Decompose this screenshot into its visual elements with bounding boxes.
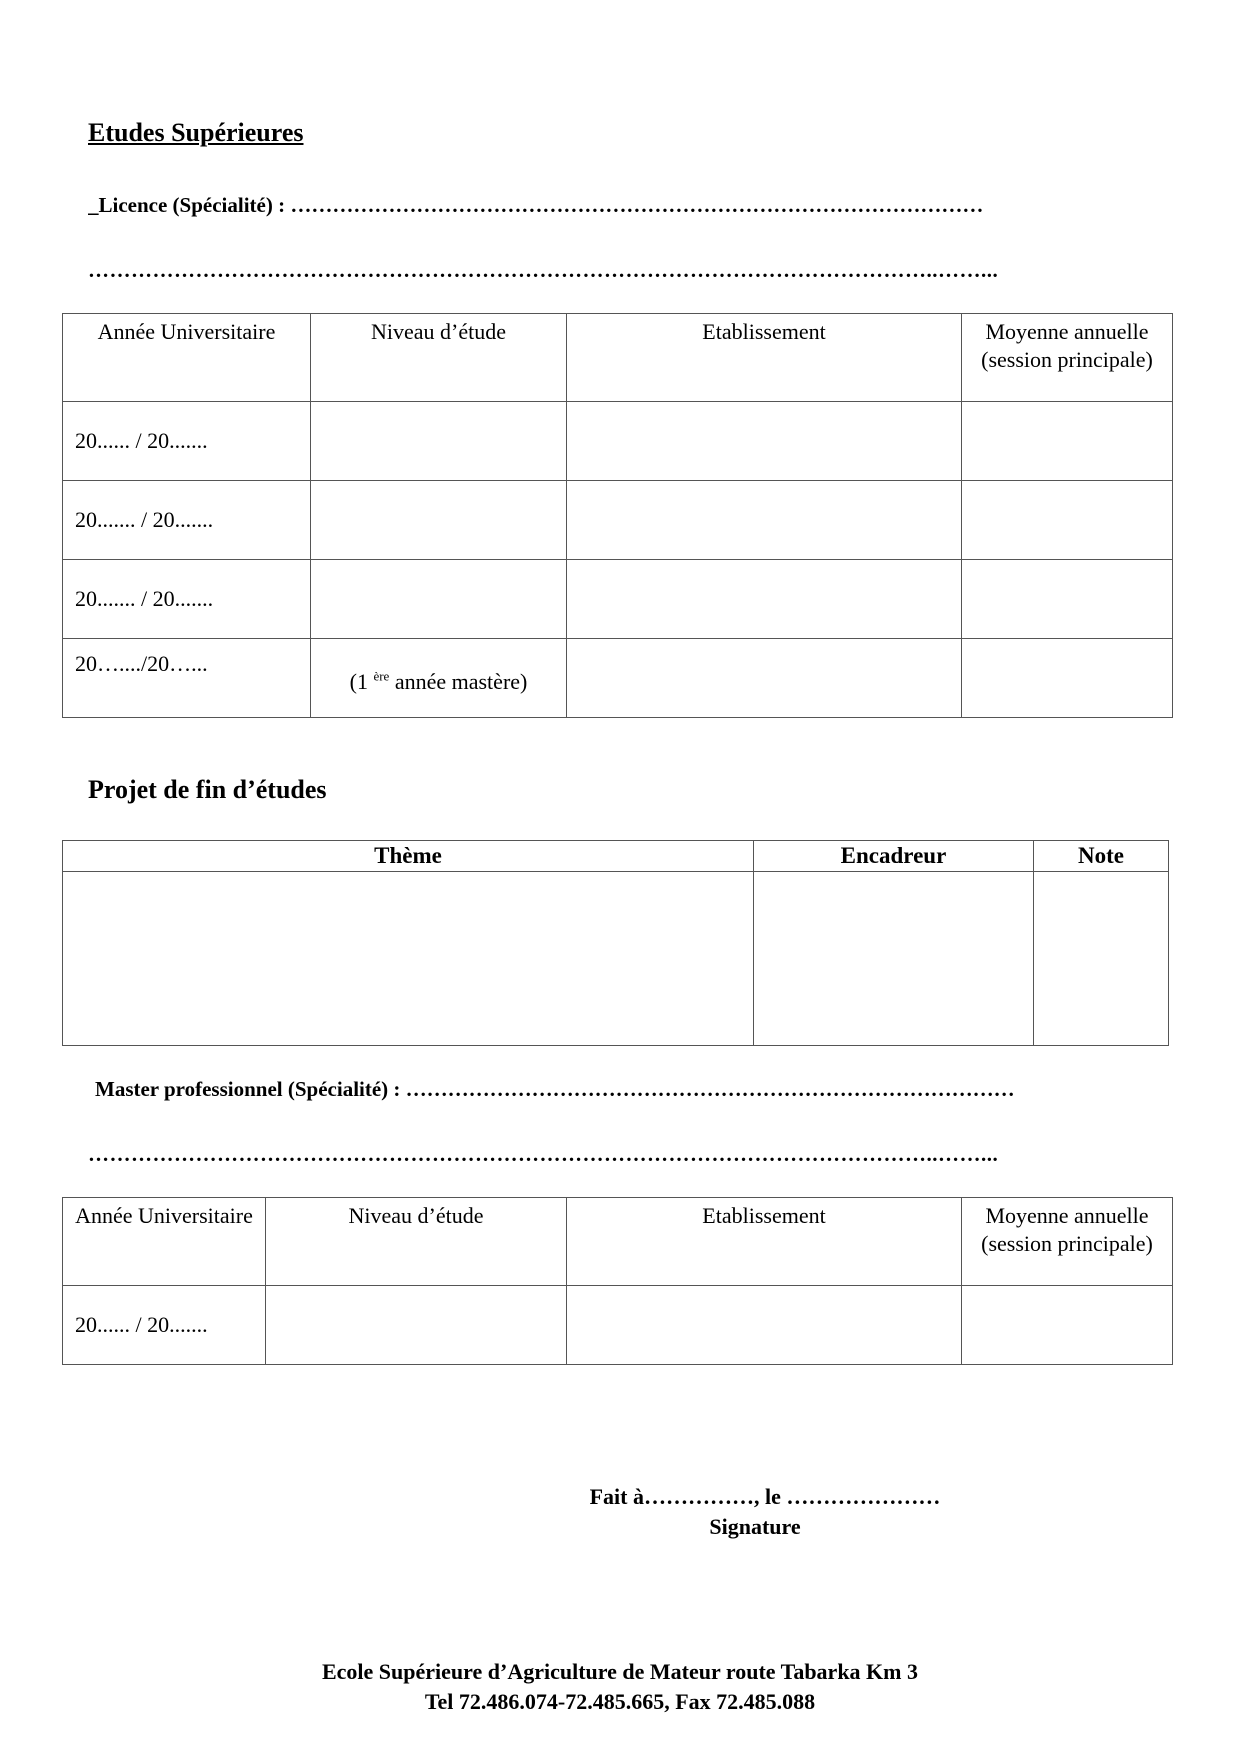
year-cell[interactable]: 20...... / 20....... [63, 402, 311, 481]
table-row [63, 402, 1173, 481]
niveau-text: (1 $^{ère}$ année mastère) [349, 668, 528, 694]
licence-specialite-field[interactable]: _Licence (Spécialité) : ……………………………………………………………………………………… [88, 193, 984, 217]
table-header-row [63, 1198, 1173, 1286]
table-row [63, 481, 1173, 560]
etablissement-cell[interactable] [567, 639, 962, 718]
table-row [63, 639, 1173, 718]
etablissement-cell[interactable] [567, 560, 962, 639]
master-specialite-field[interactable]: Master professionnel (Spécialité) : …………………………………………………………………………… [95, 1077, 1015, 1101]
etablissement-cell[interactable] [567, 402, 962, 481]
header-note: Note [1034, 841, 1169, 872]
signature-block [500, 1482, 1030, 1542]
table-row [63, 1286, 1173, 1365]
licence-table [62, 313, 1173, 718]
footer [0, 1657, 1240, 1717]
etablissement-cell[interactable] [567, 1286, 962, 1365]
master-dots-line[interactable]: ………………………………………………………………………………………………………..……... [88, 1142, 999, 1166]
header-etablissement: Etablissement [567, 1198, 962, 1286]
header-moyenne: Moyenne annuelle (session principale) [962, 314, 1173, 402]
footer-contact: Tel 72.486.074-72.485.665, Fax 72.485.088 [424, 1689, 816, 1714]
moyenne-cell[interactable] [962, 1286, 1173, 1365]
etablissement-cell[interactable] [567, 481, 962, 560]
niveau-cell[interactable] [266, 1286, 567, 1365]
master-table [62, 1197, 1173, 1365]
header-encadreur: Encadreur [754, 841, 1034, 872]
pfe-title: Projet de fin d’études [88, 775, 327, 804]
header-annee: Année Universitaire [63, 1198, 266, 1286]
moyenne-cell[interactable] [962, 481, 1173, 560]
header-niveau: Niveau d’étude [266, 1198, 567, 1286]
year-cell[interactable]: 20....... / 20....... [63, 481, 311, 560]
year-cell[interactable]: 20…..../20…... [63, 639, 311, 718]
licence-dots-line[interactable]: ………………………………………………………………………………………………………..……... [88, 258, 999, 282]
niveau-cell[interactable] [311, 402, 567, 481]
theme-cell[interactable] [63, 872, 754, 1046]
table-header-row [63, 841, 1169, 872]
niveau-cell[interactable] [311, 639, 567, 718]
signature-label: Signature [709, 1514, 801, 1539]
note-cell[interactable] [1034, 872, 1169, 1046]
header-theme: Thème [63, 841, 754, 872]
header-etablissement: Etablissement [567, 314, 962, 402]
header-niveau: Niveau d’étude [311, 314, 567, 402]
moyenne-cell[interactable] [962, 402, 1173, 481]
place-date-field[interactable]: Fait à……………, le ………………… [589, 1484, 941, 1509]
niveau-cell[interactable] [311, 481, 567, 560]
niveau-cell[interactable] [311, 560, 567, 639]
header-moyenne: Moyenne annuelle (session principale) [962, 1198, 1173, 1286]
table-row [63, 560, 1173, 639]
moyenne-cell[interactable] [962, 560, 1173, 639]
table-header-row [63, 314, 1173, 402]
section-title: Etudes Supérieures [88, 118, 304, 147]
header-annee: Année Universitaire [63, 314, 311, 402]
encadreur-cell[interactable] [754, 872, 1034, 1046]
year-cell[interactable]: 20....... / 20....... [63, 560, 311, 639]
pfe-table [62, 840, 1169, 1046]
moyenne-cell[interactable] [962, 639, 1173, 718]
year-cell[interactable]: 20...... / 20....... [63, 1286, 266, 1365]
footer-address: Ecole Supérieure d’Agriculture de Mateur route Tabarka Km 3 [321, 1659, 918, 1684]
table-row [63, 872, 1169, 1046]
